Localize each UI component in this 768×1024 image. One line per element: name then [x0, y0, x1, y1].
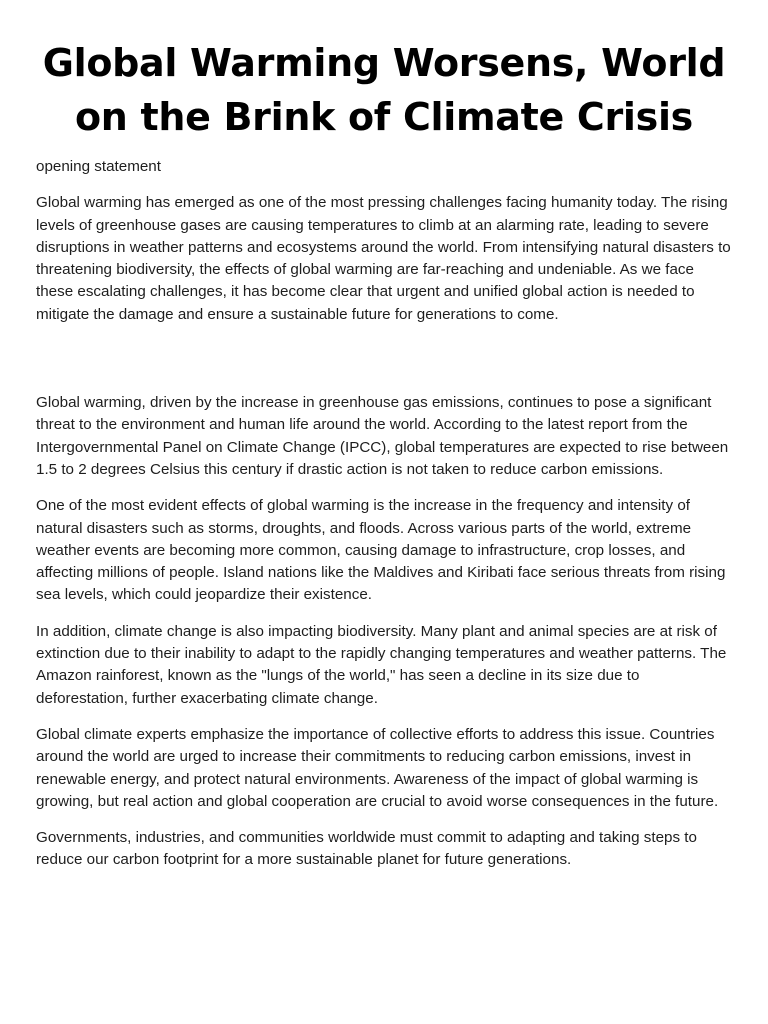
body-paragraph-1: Global warming, driven by the increase in greenhouse gas emissions, continues to pose a significant threat to the environment and human life around the world. According to the latest report from the Intergovernmental Panel on Climate Change (IPCC), global temperatures are expected to rise between 1.5 to 2 degrees Celsius this century if drastic action is not taken to reduce carbon emissions.: [36, 394, 729, 478]
body-paragraph-4: Global climate experts emphasize the importance of collective efforts to address this issue. Countries around the world are urged to increase their commitments to reducing carbon emissions, invest in renewable energy, and protect natural environments. Awareness of the impact of global warming is growing, but real action and global cooperation are crucial to avoid worse consequences in the future.: [36, 725, 719, 810]
body-paragraph-5: Governments, industries, and communities worldwide must commit to adapting and taking steps to reduce our carbon footprint for a more sustainable planet for future generations.: [36, 829, 697, 869]
opening-label: opening statement: [36, 158, 161, 175]
page-title: Global Warming Worsens, World on the Brink of Climate Crisis: [42, 41, 726, 139]
body-paragraph-2: One of the most evident effects of global warming is the increase in the frequency and intensity of natural disasters such as storms, droughts, and floods. Across various parts of the world, extreme weather events are becoming more common, causing damage to infrastructure, crop losses, and affecting millions of people. Island nations like the Maldives and Kiribati face serious threats from rising sea levels, which could jeopardize their existence.: [36, 497, 726, 604]
intro-paragraph: Global warming has emerged as one of the most pressing challenges facing humanity today. The rising levels of greenhouse gases are causing temperatures to climb at an alarming rate, leading to severe disruptions in weather patterns and ecosystems around the world. From intensifying natural disasters to threatening biodiversity, the effects of global warming are far-reaching and undeniable. As we face these escalating challenges, it has become clear that urgent and unified global action is needed to mitigate the damage and ensure a sustainable future for generations to come.: [36, 194, 731, 323]
section-spacer: [36, 340, 732, 392]
body-paragraph-3: In addition, climate change is also impacting biodiversity. Many plant and animal species are at risk of extinction due to their inability to adapt to the rapidly changing temperatures and weather patterns. The Amazon rainforest, known as the "lungs of the world," has seen a decline in its size due to deforestation, further exacerbating climate change.: [36, 622, 727, 707]
